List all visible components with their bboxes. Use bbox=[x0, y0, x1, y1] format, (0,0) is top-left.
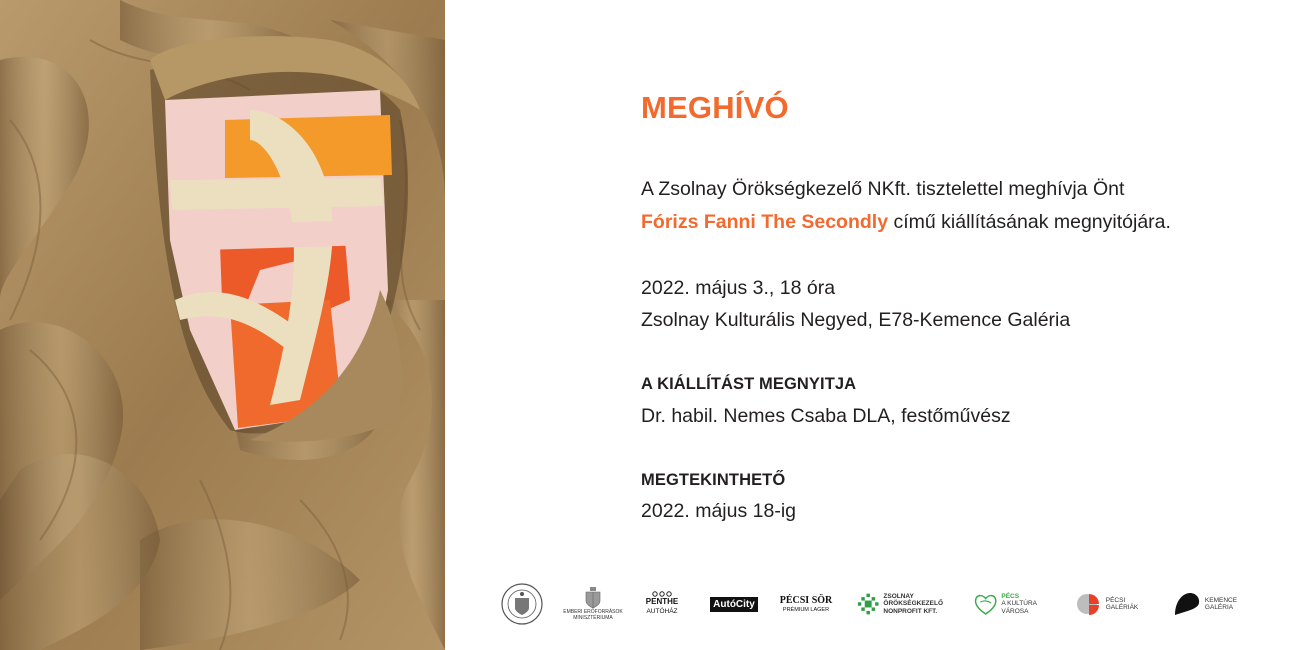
zsolnay-flower-icon bbox=[857, 591, 879, 617]
penthe-name: PENTHE bbox=[645, 597, 679, 606]
exhibition-line-rest: című kiállításának megnyitójára. bbox=[888, 211, 1171, 233]
viewable-heading: MEGTEKINTHETŐ bbox=[641, 471, 786, 489]
kemence-dome-icon bbox=[1173, 591, 1201, 617]
date-time: 2022. május 3., 18 óra bbox=[641, 277, 836, 299]
zsolnay-line-2: ÖRÖKSÉGKEZELŐ bbox=[883, 600, 943, 608]
autocity-logo bbox=[707, 578, 761, 630]
zsolnay-line-1: ZSOLNAY bbox=[883, 592, 914, 600]
ministry-line-2: MINISZTÉRIUMA bbox=[573, 615, 613, 621]
galeriak-line-2: GALÉRIÁK bbox=[1105, 604, 1139, 611]
university-seal-logo bbox=[499, 578, 545, 630]
pecs-line-3: VÁROSA bbox=[1001, 607, 1029, 615]
sponsor-logos bbox=[495, 578, 1255, 630]
zsolnay-line-3: NONPROFIT KFT. bbox=[883, 607, 938, 615]
pecsi-sor-logo bbox=[779, 578, 833, 630]
pecsi-sor-name: PÉCSI SÖR bbox=[779, 594, 833, 606]
viewable-until: 2022. május 18-ig bbox=[641, 500, 797, 522]
penthe-sub: AUTÓHÁZ bbox=[646, 608, 678, 615]
pecsi-galeriak-logo bbox=[1071, 578, 1143, 630]
venue: Zsolnay Kulturális Negyed, E78-Kemence Galéria bbox=[641, 309, 1071, 331]
kemence-line-2: GALÉRIA bbox=[1204, 604, 1234, 611]
exhibition-line bbox=[641, 211, 1171, 234]
artwork-image bbox=[0, 0, 445, 650]
seal-icon bbox=[500, 582, 544, 626]
ministry-line-1: EMBERI ERŐFORRÁSOK bbox=[563, 609, 623, 615]
kemence-galeria-logo bbox=[1169, 578, 1241, 630]
page-title: MEGHÍVÓ bbox=[641, 90, 789, 125]
galeriak-circle-icon bbox=[1076, 591, 1102, 617]
pecs-line-1: PÉCS bbox=[1001, 592, 1020, 600]
zsolnay-logo bbox=[857, 578, 943, 630]
artist-exhibition-title: Fórizs Fanni The Secondly bbox=[641, 211, 889, 233]
galeriak-line-1: PÉCSI bbox=[1105, 596, 1126, 604]
autocity-text: AutóCity bbox=[710, 597, 758, 612]
penthe-logo bbox=[639, 578, 685, 630]
ministry-logo bbox=[563, 578, 623, 630]
coat-of-arms-icon bbox=[585, 587, 601, 609]
opener-heading: A KIÁLLÍTÁST MEGNYITJA bbox=[641, 375, 857, 393]
pecs-heart-icon bbox=[973, 590, 998, 618]
pecs-kultura-logo bbox=[973, 578, 1037, 630]
pecs-line-2: A KULTÚRA bbox=[1001, 600, 1037, 608]
pecsi-sor-sub: PRÉMIUM LAGER bbox=[782, 606, 830, 613]
opener-name: Dr. habil. Nemes Csaba DLA, festőművész bbox=[641, 405, 1011, 427]
fabric-artwork-illustration bbox=[0, 0, 445, 650]
intro-line: A Zsolnay Örökségkezelő NKft. tisztelettel meghívja Önt bbox=[641, 178, 1125, 200]
kemence-line-1: KEMENCE bbox=[1204, 596, 1238, 604]
